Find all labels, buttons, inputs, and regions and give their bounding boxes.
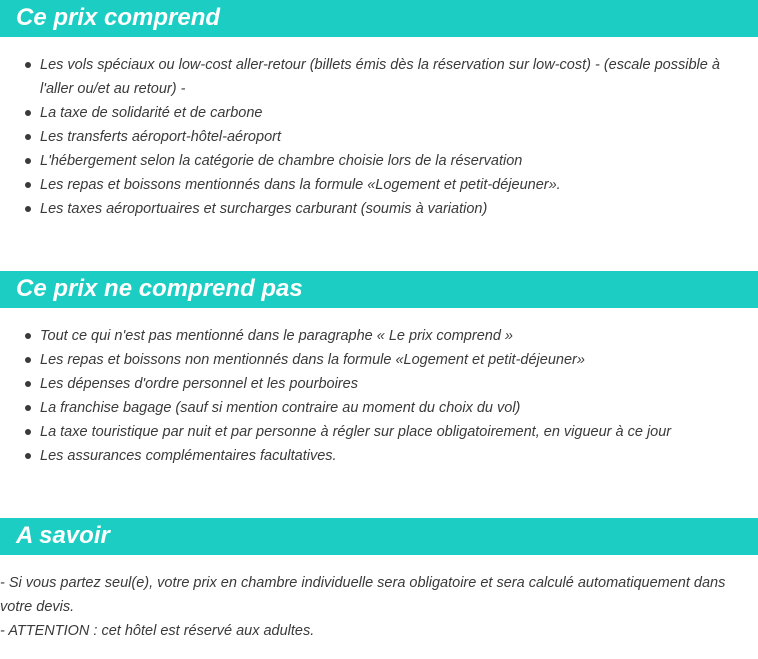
list-item-text: Tout ce qui n'est pas mentionné dans le paragraphe « Le prix comprend »: [40, 328, 513, 344]
note-text: - Si vous partez seul(e), votre prix en chambre individuelle sera obligatoire et sera calculé automatiquement dans votre devis.: [0, 575, 726, 615]
list-item-text: L'hébergement selon la catégorie de chambre choisie lors de la réservation: [40, 153, 523, 169]
section-title: A savoir: [16, 522, 110, 549]
section-title: Ce prix ne comprend pas: [16, 275, 303, 302]
bullet-icon: [25, 453, 31, 459]
list-item: [0, 348, 750, 372]
notes-block: [0, 571, 752, 643]
list-item-text: La taxe touristique par nuit et par personne à régler sur place obligatoirement, en vigueur à ce jour: [40, 424, 672, 440]
section-header-ce-prix-ne-comprend-pas: [0, 271, 758, 308]
list-item-text: Les vols spéciaux ou low-cost aller-retour (billets émis dès la réservation sur low-cost) - (escale possible à l'aller ou/et au retour) -: [40, 57, 720, 97]
bullet-icon: [25, 134, 31, 140]
list-item: [0, 101, 750, 125]
list-item-text: La taxe de solidarité et de carbone: [40, 105, 263, 121]
bullet-icon: [25, 357, 31, 363]
bullet-icon: [25, 405, 31, 411]
list-item: [0, 149, 750, 173]
list-item-text: Les taxes aéroportuaires et surcharges carburant (soumis à variation): [40, 201, 488, 217]
list-item: [0, 197, 750, 221]
list-item: [0, 372, 750, 396]
bullet-icon: [25, 429, 31, 435]
section-title: Ce prix comprend: [16, 4, 221, 31]
bullet-icon: [25, 110, 31, 116]
list-item: [0, 444, 750, 468]
bullet-icon: [25, 381, 31, 387]
list-item-text: Les assurances complémentaires facultatives.: [40, 448, 337, 464]
bullet-icon: [25, 158, 31, 164]
list-item-text: Les repas et boissons non mentionnés dans la formule «Logement et petit-déjeuner»: [40, 352, 585, 368]
included-list: [0, 53, 750, 221]
list-item: [0, 396, 750, 420]
list-item: [0, 173, 750, 197]
list-item-text: La franchise bagage (sauf si mention contraire au moment du choix du vol): [40, 400, 521, 416]
bullet-icon: [25, 333, 31, 339]
bullet-icon: [25, 206, 31, 212]
section-header-ce-prix-comprend: [0, 0, 758, 37]
list-item: [0, 324, 750, 348]
bullet-icon: [25, 62, 31, 68]
note-text: - ATTENTION : cet hôtel est réservé aux adultes.: [0, 623, 315, 639]
list-item-text: Les dépenses d'ordre personnel et les pourboires: [40, 376, 358, 392]
excluded-list: [0, 324, 750, 468]
list-item: [0, 420, 750, 444]
bullet-icon: [25, 182, 31, 188]
section-header-a-savoir: [0, 518, 758, 555]
list-item: [0, 53, 750, 101]
list-item: [0, 125, 750, 149]
list-item-text: Les repas et boissons mentionnés dans la formule «Logement et petit-déjeuner».: [40, 177, 561, 193]
list-item-text: Les transferts aéroport-hôtel-aéroport: [40, 129, 281, 145]
